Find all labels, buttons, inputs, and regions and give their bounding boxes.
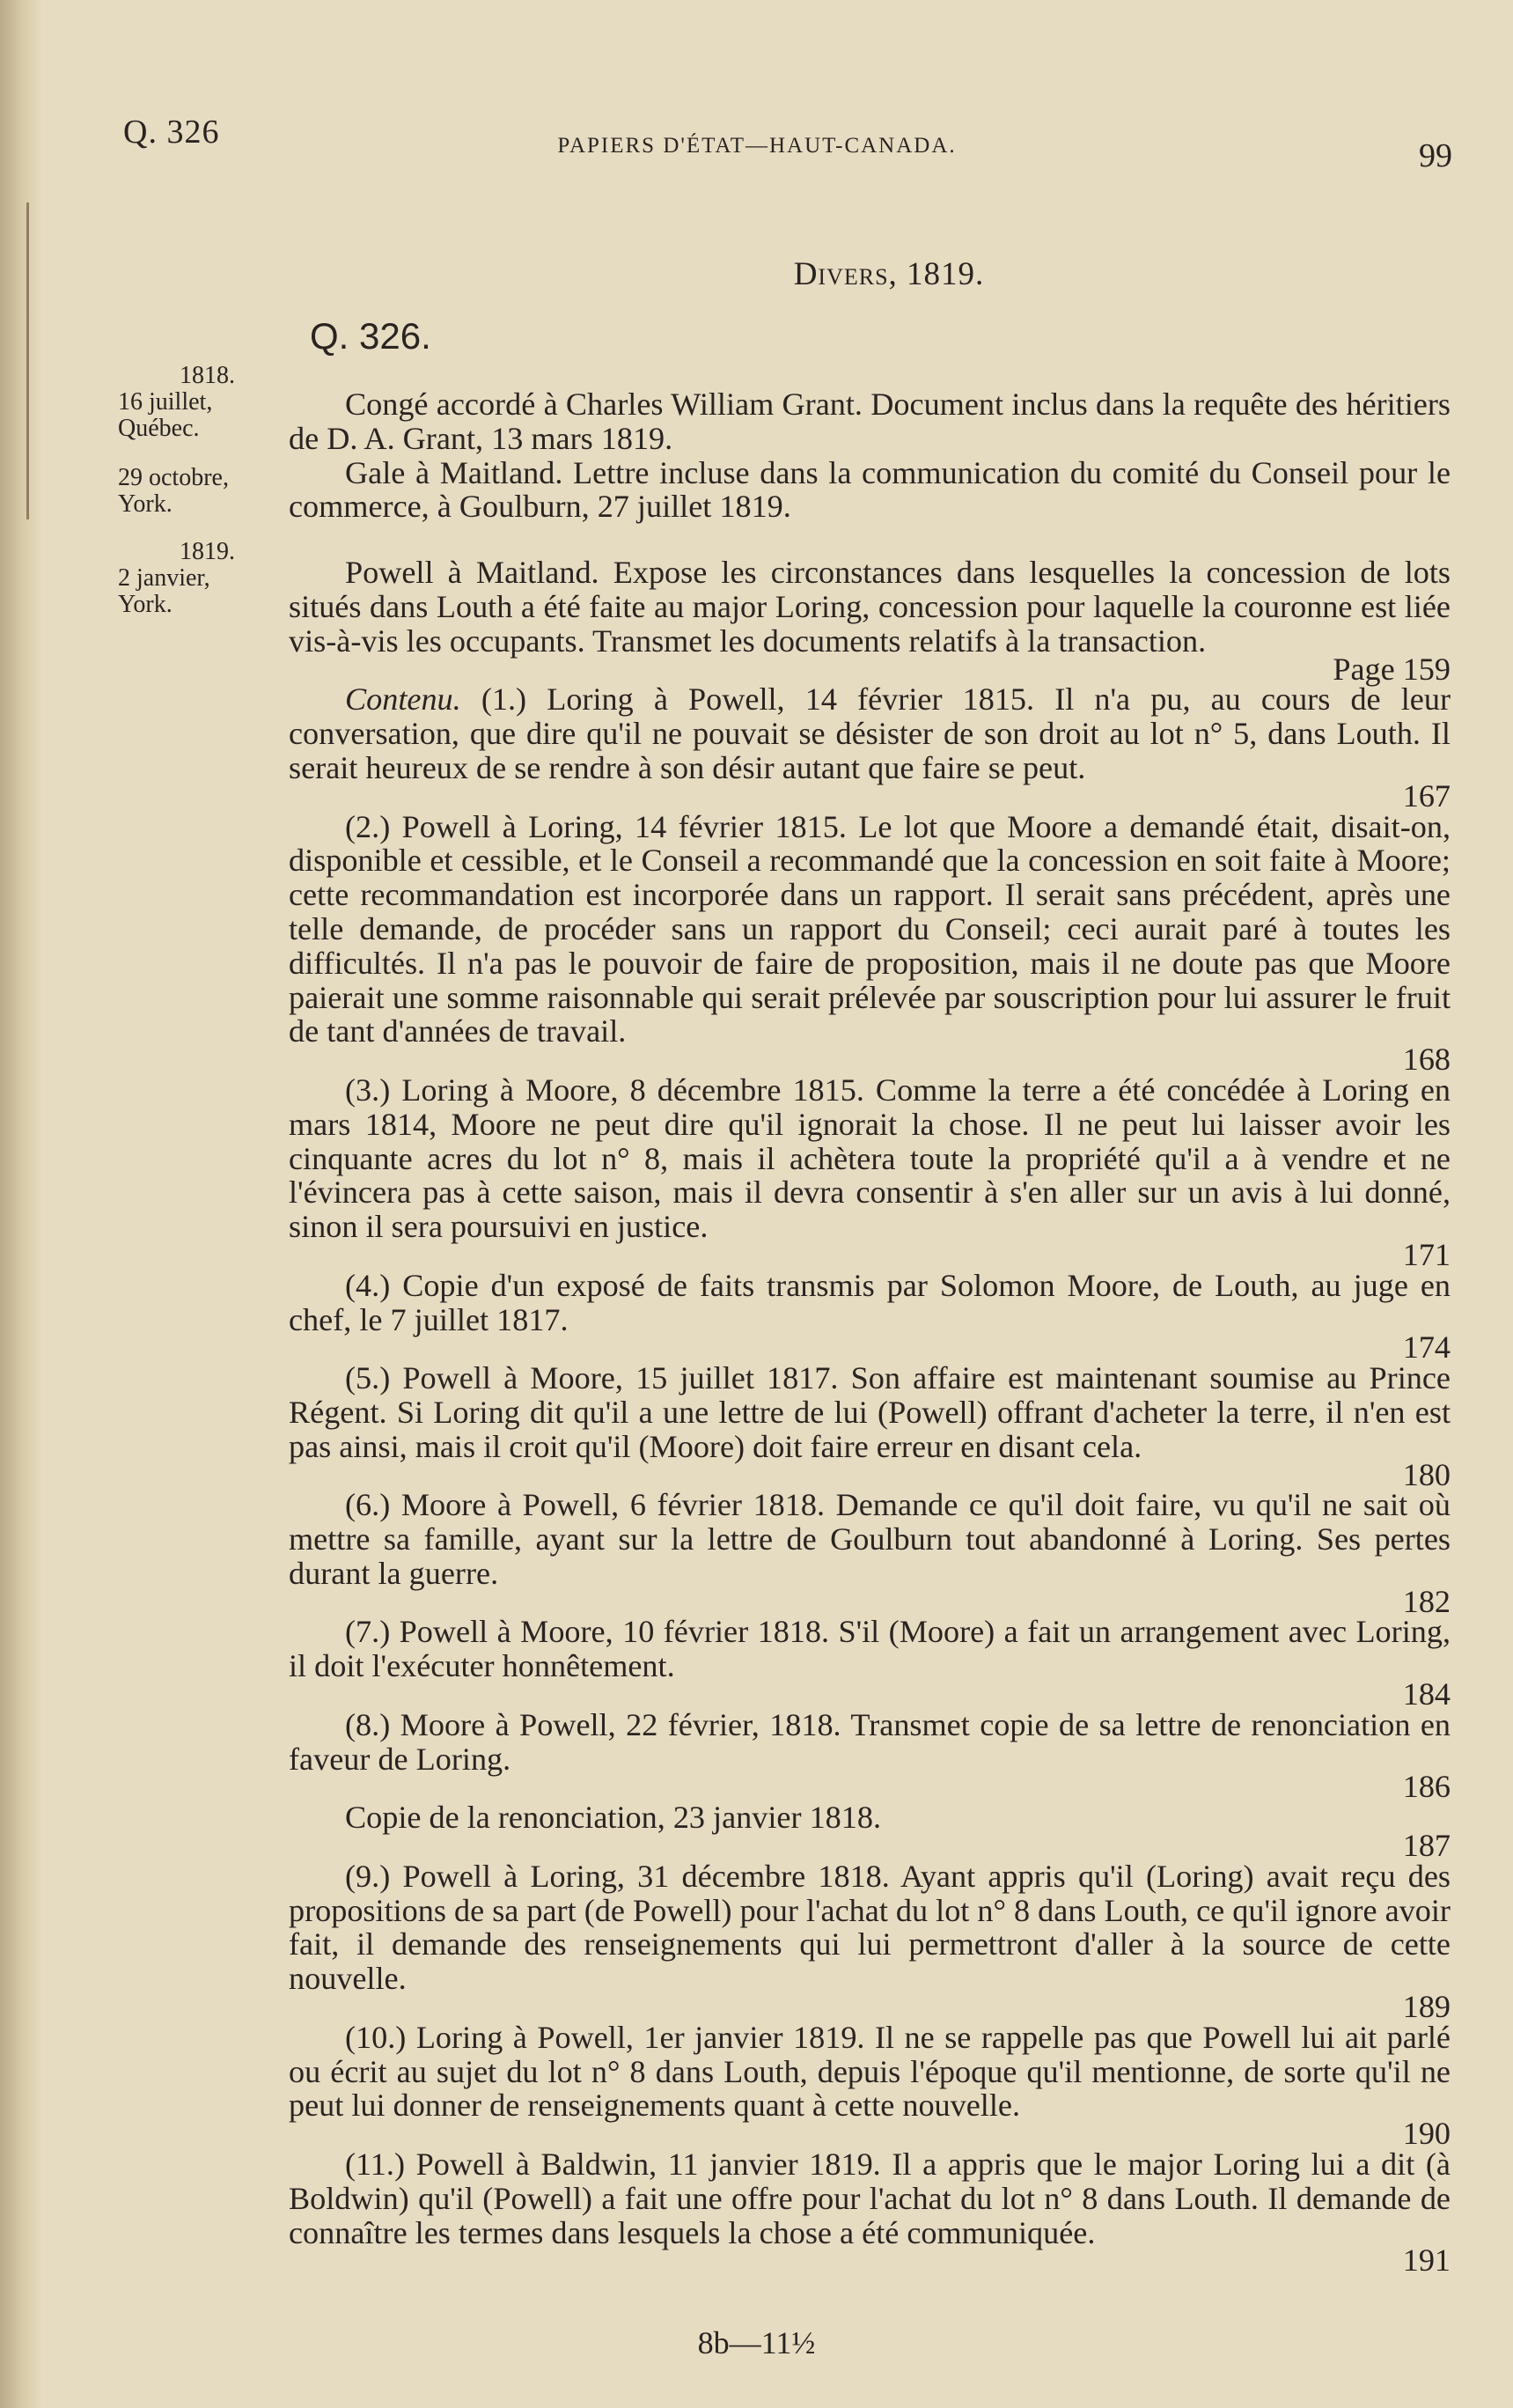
margin-note-date: 16 juillet, bbox=[118, 388, 213, 416]
page-reference: 189 bbox=[1402, 1989, 1451, 2025]
page-number: 99 bbox=[1419, 137, 1452, 174]
page-reference: 187 bbox=[1402, 1828, 1451, 1864]
contents-item: (5.) Powell à Moore, 15 juillet 1817. Son affaire est maintenant soumise au Prince Régent. Si Loring dit qu'il a une lettre de lui (Powell) offrant d'acheter la terre, il n'en est pas ainsi, mais il croit qu'il (Moore) doit faire erreur en disant cela. 180 bbox=[289, 1360, 1451, 1492]
margin-note-date: 29 octobre, bbox=[118, 464, 229, 491]
section-title: Divers, 1819. bbox=[793, 256, 985, 292]
margin-note bbox=[118, 465, 250, 518]
margin-note-place: Québec. bbox=[118, 415, 200, 442]
document-reference: Q. 326 bbox=[123, 114, 220, 151]
contents-item: (10.) Loring à Powell, 1er janvier 1819. Il ne se rappelle pas que Powell lui ait parlé ou écrit au sujet du lot n° 8 dans Louth, depuis l'époque qu'il mentionne, de sorte qu'il ne peut lui donner de renseignements quant à cette nouvelle. 190 bbox=[289, 2019, 1451, 2152]
entry: Gale à Maitland. Lettre incluse dans la communication du comité du Conseil pour le commerce, à Goulburn, 27 juillet 1819. bbox=[289, 454, 1451, 525]
margin-note bbox=[118, 539, 250, 618]
margin-note-year: 1819. bbox=[180, 538, 235, 565]
page-reference: 190 bbox=[1402, 2116, 1451, 2152]
page-reference: 171 bbox=[1402, 1236, 1451, 1272]
margin-note-place: York. bbox=[118, 490, 173, 518]
margin-note-place: York. bbox=[118, 591, 173, 618]
margin-note-date: 2 janvier, bbox=[118, 564, 210, 592]
contents-item: (7.) Powell à Moore, 10 février 1818. S'il (Moore) a fait un arrangement avec Loring, il doit l'exécuter honnêtement. 184 bbox=[289, 1614, 1451, 1712]
margin-note bbox=[118, 363, 250, 442]
signature-mark: 8b—11½ bbox=[697, 2325, 816, 2360]
document-body bbox=[289, 387, 1451, 2279]
contents-item: (6.) Moore à Powell, 6 février 1818. Demande ce qu'il doit faire, vu qu'il ne sait où mettre sa famille, ayant sur la lettre de Goulburn tout abandonné à Loring. Ses pertes durant la guerre. 182 bbox=[289, 1487, 1451, 1619]
contents-item: (4.) Copie d'un exposé de faits transmis par Solomon Moore, de Louth, au juge en chef, le 7 juillet 1817. 174 bbox=[289, 1267, 1451, 1366]
contents-item: (11.) Powell à Baldwin, 11 janvier 1819. Il a appris que le major Loring lui a dit (à Boldwin) qu'il (Powell) a fait une offre pour l'achat du lot n° 8 dans Louth. Il demande de connaître les termes dans lesquels la chose a été communiquée. 191 bbox=[289, 2147, 1451, 2279]
contents-item: (2.) Powell à Loring, 14 février 1815. Le lot que Moore a demandé était, disait-on, disponible et cessible, et le Conseil a recommandé que la concession en soit faite à Moore; cette recommandation est incorporée dans un rapport. Il serait sans précédent, après une telle demande, de procéder sans un rapport du Conseil; ceci aurait paré à toutes les difficultés. Il n'a pas le pouvoir de faire de proposition, mais il ne doute pas que Moore paierait une somme raisonnable qui serait prélevée par souscription pour lui assurer le fruit de tant d'années de travail. 168 bbox=[289, 808, 1451, 1078]
page-reference: 174 bbox=[1402, 1329, 1451, 1366]
contents-item: Copie de la renonciation, 23 janvier 1818. 187 bbox=[289, 1800, 1451, 1863]
entry: Congé accordé à Charles William Grant. Document inclus dans la requête des héritiers de D. A. Grant, 13 mars 1819. bbox=[289, 387, 1451, 456]
binding-fold bbox=[26, 203, 29, 519]
page-reference: 186 bbox=[1402, 1769, 1451, 1805]
margin-note-year: 1818. bbox=[180, 362, 235, 389]
entry: Powell à Maitland. Expose les circonstances dans lesquelles la concession de lots situés dans Louth a été faite au major Loring, concession pour laquelle la couronne est liée vis-à-vis les occupants. Transmet les documents relatifs à la transaction. Page 159 bbox=[289, 555, 1451, 687]
page-reference: 168 bbox=[1402, 1042, 1451, 1078]
contents-item: (9.) Powell à Loring, 31 décembre 1818. Ayant appris qu'il (Loring) avait reçu des propositions de sa part (de Powell) pour l'achat du lot n° 8 dans Louth, ce qu'il ignore avoir fait, il demande des renseignements qui lui permettront d'aller à la source de cette nouvelle. 189 bbox=[289, 1858, 1451, 2025]
page-reference: 184 bbox=[1402, 1676, 1451, 1712]
contents-item: (8.) Moore à Powell, 22 février, 1818. Transmet copie de sa lettre de renonciation en faveur de Loring. 186 bbox=[289, 1706, 1451, 1805]
page-edge bbox=[0, 0, 42, 2408]
contents-item: Contenu. (1.) Loring à Powell, 14 février 1815. Il n'a pu, au cours de leur conversation, que dire qu'il ne pouvait se désister de son droit au lot n° 5, dans Louth. Il serait heureux de se rendre à son désir autant que faire se peut. 167 bbox=[289, 681, 1451, 814]
page-reference: 167 bbox=[1402, 777, 1451, 814]
contents-item: (3.) Loring à Moore, 8 décembre 1815. Comme la terre a été concédée à Loring en mars 1814, Moore ne peut dire qu'il ignorait la chose. Il ne peut lui laisser avoir les cinquante acres du lot n° 8, mais il achètera toute la propriété qu'il a à vendre et ne l'évincera pas à cette saison, mais il devra consentir à s'en aller sur un avis à lui donné, sinon il sera poursuivi en justice. 171 bbox=[289, 1071, 1451, 1272]
contents-label: Contenu. bbox=[345, 681, 461, 718]
page-reference: Page 159 bbox=[1333, 651, 1451, 687]
running-title: PAPIERS D'ÉTAT—HAUT-CANADA. bbox=[557, 134, 957, 158]
page-reference: 180 bbox=[1402, 1456, 1451, 1492]
page-reference: 182 bbox=[1402, 1583, 1451, 1619]
document-heading: Q. 326. bbox=[310, 315, 431, 357]
page-reference: 191 bbox=[1402, 2242, 1451, 2279]
